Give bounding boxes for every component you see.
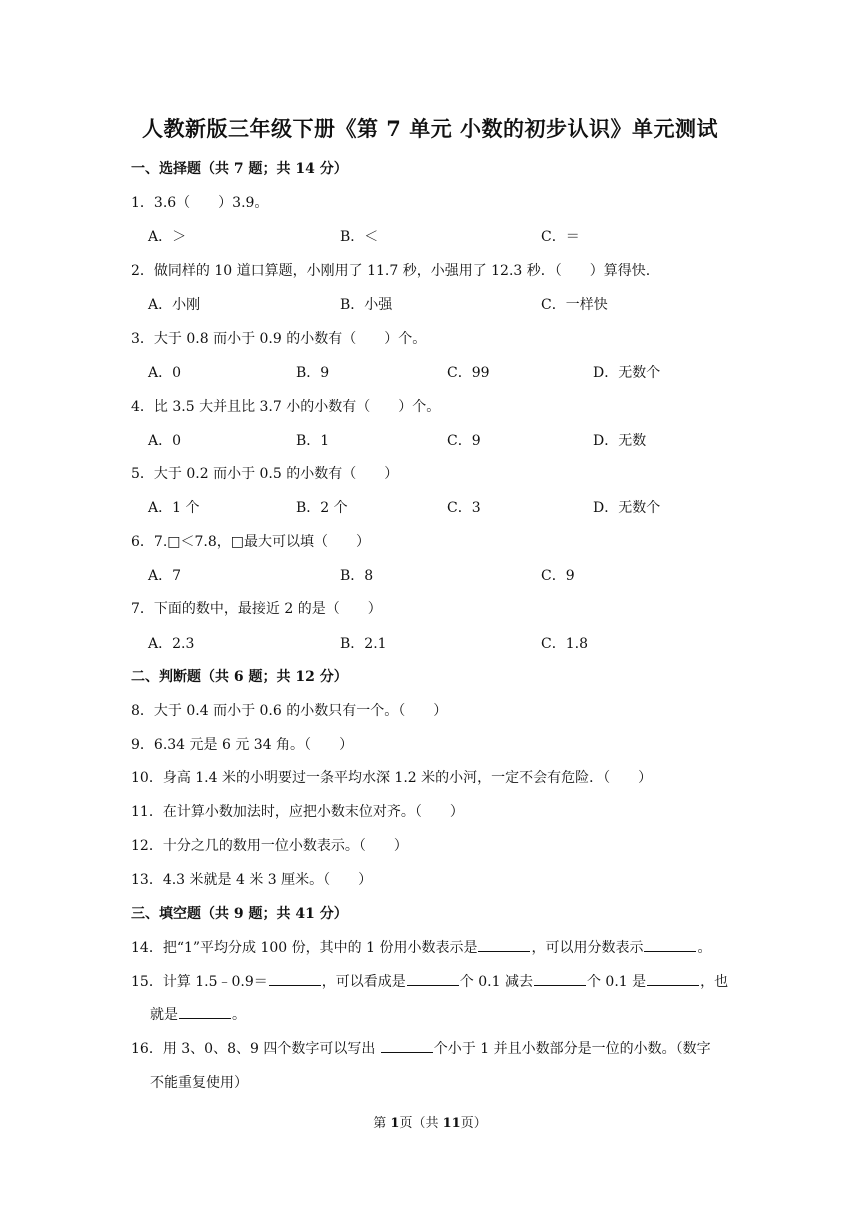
question-text: ） <box>384 466 399 482</box>
question-text: 10．身高 1.4 米的小明要过一条平均水深 1.2 米的小河，一定不会有危险．（ <box>131 770 611 786</box>
question-text: 13．4.3 米就是 4 米 3 厘米。（ <box>131 872 331 888</box>
question-text: ）个。 <box>398 399 441 415</box>
question-5 <box>131 463 398 483</box>
option-c: C．9 <box>447 433 481 449</box>
question-text: ） <box>355 534 370 550</box>
section-heading-fill: 三、填空题（共 9 题；共 41 分） <box>131 906 348 922</box>
question-text: ，可以看成是 <box>321 974 406 990</box>
question-text: ） <box>433 703 448 719</box>
footer-total-pages: 11 <box>442 1116 461 1131</box>
question-text: ） <box>339 737 354 753</box>
option-a: A．＞ <box>148 229 187 245</box>
answer-blank[interactable] <box>179 1006 231 1019</box>
question-14 <box>131 937 711 957</box>
question-text: ） <box>449 804 464 820</box>
option-b: B．1 <box>296 433 330 449</box>
question-text: 8．大于 0.4 而小于 0.6 的小数只有一个。（ <box>131 703 406 719</box>
answer-blank[interactable] <box>407 973 459 986</box>
option-a: A．0 <box>148 365 182 381</box>
question-text: ，也 <box>700 974 729 990</box>
section-heading-judgment: 二、判断题（共 6 题；共 12 分） <box>131 669 348 685</box>
question-13 <box>131 869 372 889</box>
answer-blank[interactable] <box>478 939 530 952</box>
option-a: A．0 <box>148 433 182 449</box>
option-b: B．9 <box>296 365 330 381</box>
question-text: 2．做同样的 10 道口算题，小刚用了 11.7 秒，小强用了 12.3 秒．（ <box>131 263 562 279</box>
option-d: D．无数个 <box>593 365 661 381</box>
question-1 <box>131 192 268 212</box>
question-11 <box>131 801 464 821</box>
option-c: C．一样快 <box>541 297 608 313</box>
question-3 <box>131 328 426 348</box>
question-text: ）个。 <box>384 331 427 347</box>
question-text: 。 <box>232 1007 246 1023</box>
question-15-continued <box>150 1004 246 1024</box>
question-text: 1．3.6（ <box>131 195 191 211</box>
question-text: 7．下面的数中，最接近 2 的是（ <box>131 601 340 617</box>
option-b: B．小强 <box>340 297 393 313</box>
answer-blank[interactable] <box>269 973 321 986</box>
question-text: 个 0.1 减去 <box>459 974 533 990</box>
option-a: A．1 个 <box>148 500 200 516</box>
question-text: ） <box>393 838 408 854</box>
footer-text: 第 <box>373 1116 391 1131</box>
option-c: C．1.8 <box>541 636 588 652</box>
option-d: D．无数个 <box>593 500 661 516</box>
footer-text: 页（共 <box>399 1116 443 1131</box>
question-text: 15．计算 1.5﹣0.9＝ <box>131 974 268 990</box>
question-2 <box>131 260 650 280</box>
answer-blank[interactable] <box>381 1040 433 1053</box>
question-text: 个小于 1 并且小数部分是一位的小数。（数字 <box>433 1041 711 1057</box>
question-16-continued: 不能重复使用） <box>150 1075 248 1091</box>
question-16 <box>131 1038 711 1058</box>
option-c: C．9 <box>541 568 575 584</box>
question-text: 12．十分之几的数用一位小数表示。（ <box>131 838 366 854</box>
question-text: 9．6.34 元是 6 元 34 角。（ <box>131 737 312 753</box>
question-15 <box>131 971 728 991</box>
question-text: 16．用 3、0、8、9 四个数字可以写出 <box>131 1041 380 1057</box>
option-b: B．＜ <box>340 229 379 245</box>
answer-blank[interactable] <box>647 973 699 986</box>
option-d: D．无数 <box>593 433 647 449</box>
option-a: A．7 <box>148 568 182 584</box>
option-a: A．2.3 <box>148 636 195 652</box>
question-4 <box>131 396 440 416</box>
footer-page-number: 1 <box>390 1116 400 1131</box>
option-a: A．小刚 <box>148 297 201 313</box>
question-text: 就是 <box>150 1007 178 1023</box>
option-c: C．3 <box>447 500 481 516</box>
footer-text: 页） <box>460 1116 487 1131</box>
question-text: 6．7.□＜7.8，□最大可以填（ <box>131 534 328 550</box>
page-footer <box>0 1112 860 1131</box>
question-9 <box>131 734 353 754</box>
question-10 <box>131 767 652 787</box>
section-heading-choice: 一、选择题（共 7 题；共 14 分） <box>131 161 348 177</box>
question-text: 14．把“1”平均分成 100 份，其中的 1 份用小数表示是 <box>131 940 478 956</box>
question-text: ） <box>638 770 653 786</box>
question-text: 个 0.1 是 <box>586 974 647 990</box>
question-text: 4．比 3.5 大并且比 3.7 小的小数有（ <box>131 399 371 415</box>
question-text: 11．在计算小数加法时，应把小数末位对齐。（ <box>131 804 422 820</box>
option-b: B．2.1 <box>340 636 387 652</box>
option-c: C．＝ <box>541 229 580 245</box>
question-text: ，可以用分数表示 <box>531 940 644 956</box>
answer-blank[interactable] <box>644 939 696 952</box>
option-c: C．99 <box>447 365 490 381</box>
question-text: ） <box>367 601 382 617</box>
page-title: 人教新版三年级下册《第 7 单元 小数的初步认识》单元测试 <box>141 116 719 141</box>
answer-blank[interactable] <box>534 973 586 986</box>
option-b: B．2 个 <box>296 500 348 516</box>
question-text: 。 <box>697 940 712 956</box>
question-12 <box>131 835 408 855</box>
question-text: 3．大于 0.8 而小于 0.9 的小数有（ <box>131 331 357 347</box>
question-text: 5．大于 0.2 而小于 0.5 的小数有（ <box>131 466 357 482</box>
question-text: ） <box>358 872 373 888</box>
option-b: B．8 <box>340 568 374 584</box>
question-6 <box>131 531 370 551</box>
question-text: ）算得快. <box>589 263 651 279</box>
question-8 <box>131 700 447 720</box>
question-text: ）3.9。 <box>218 195 269 211</box>
question-7 <box>131 598 382 618</box>
